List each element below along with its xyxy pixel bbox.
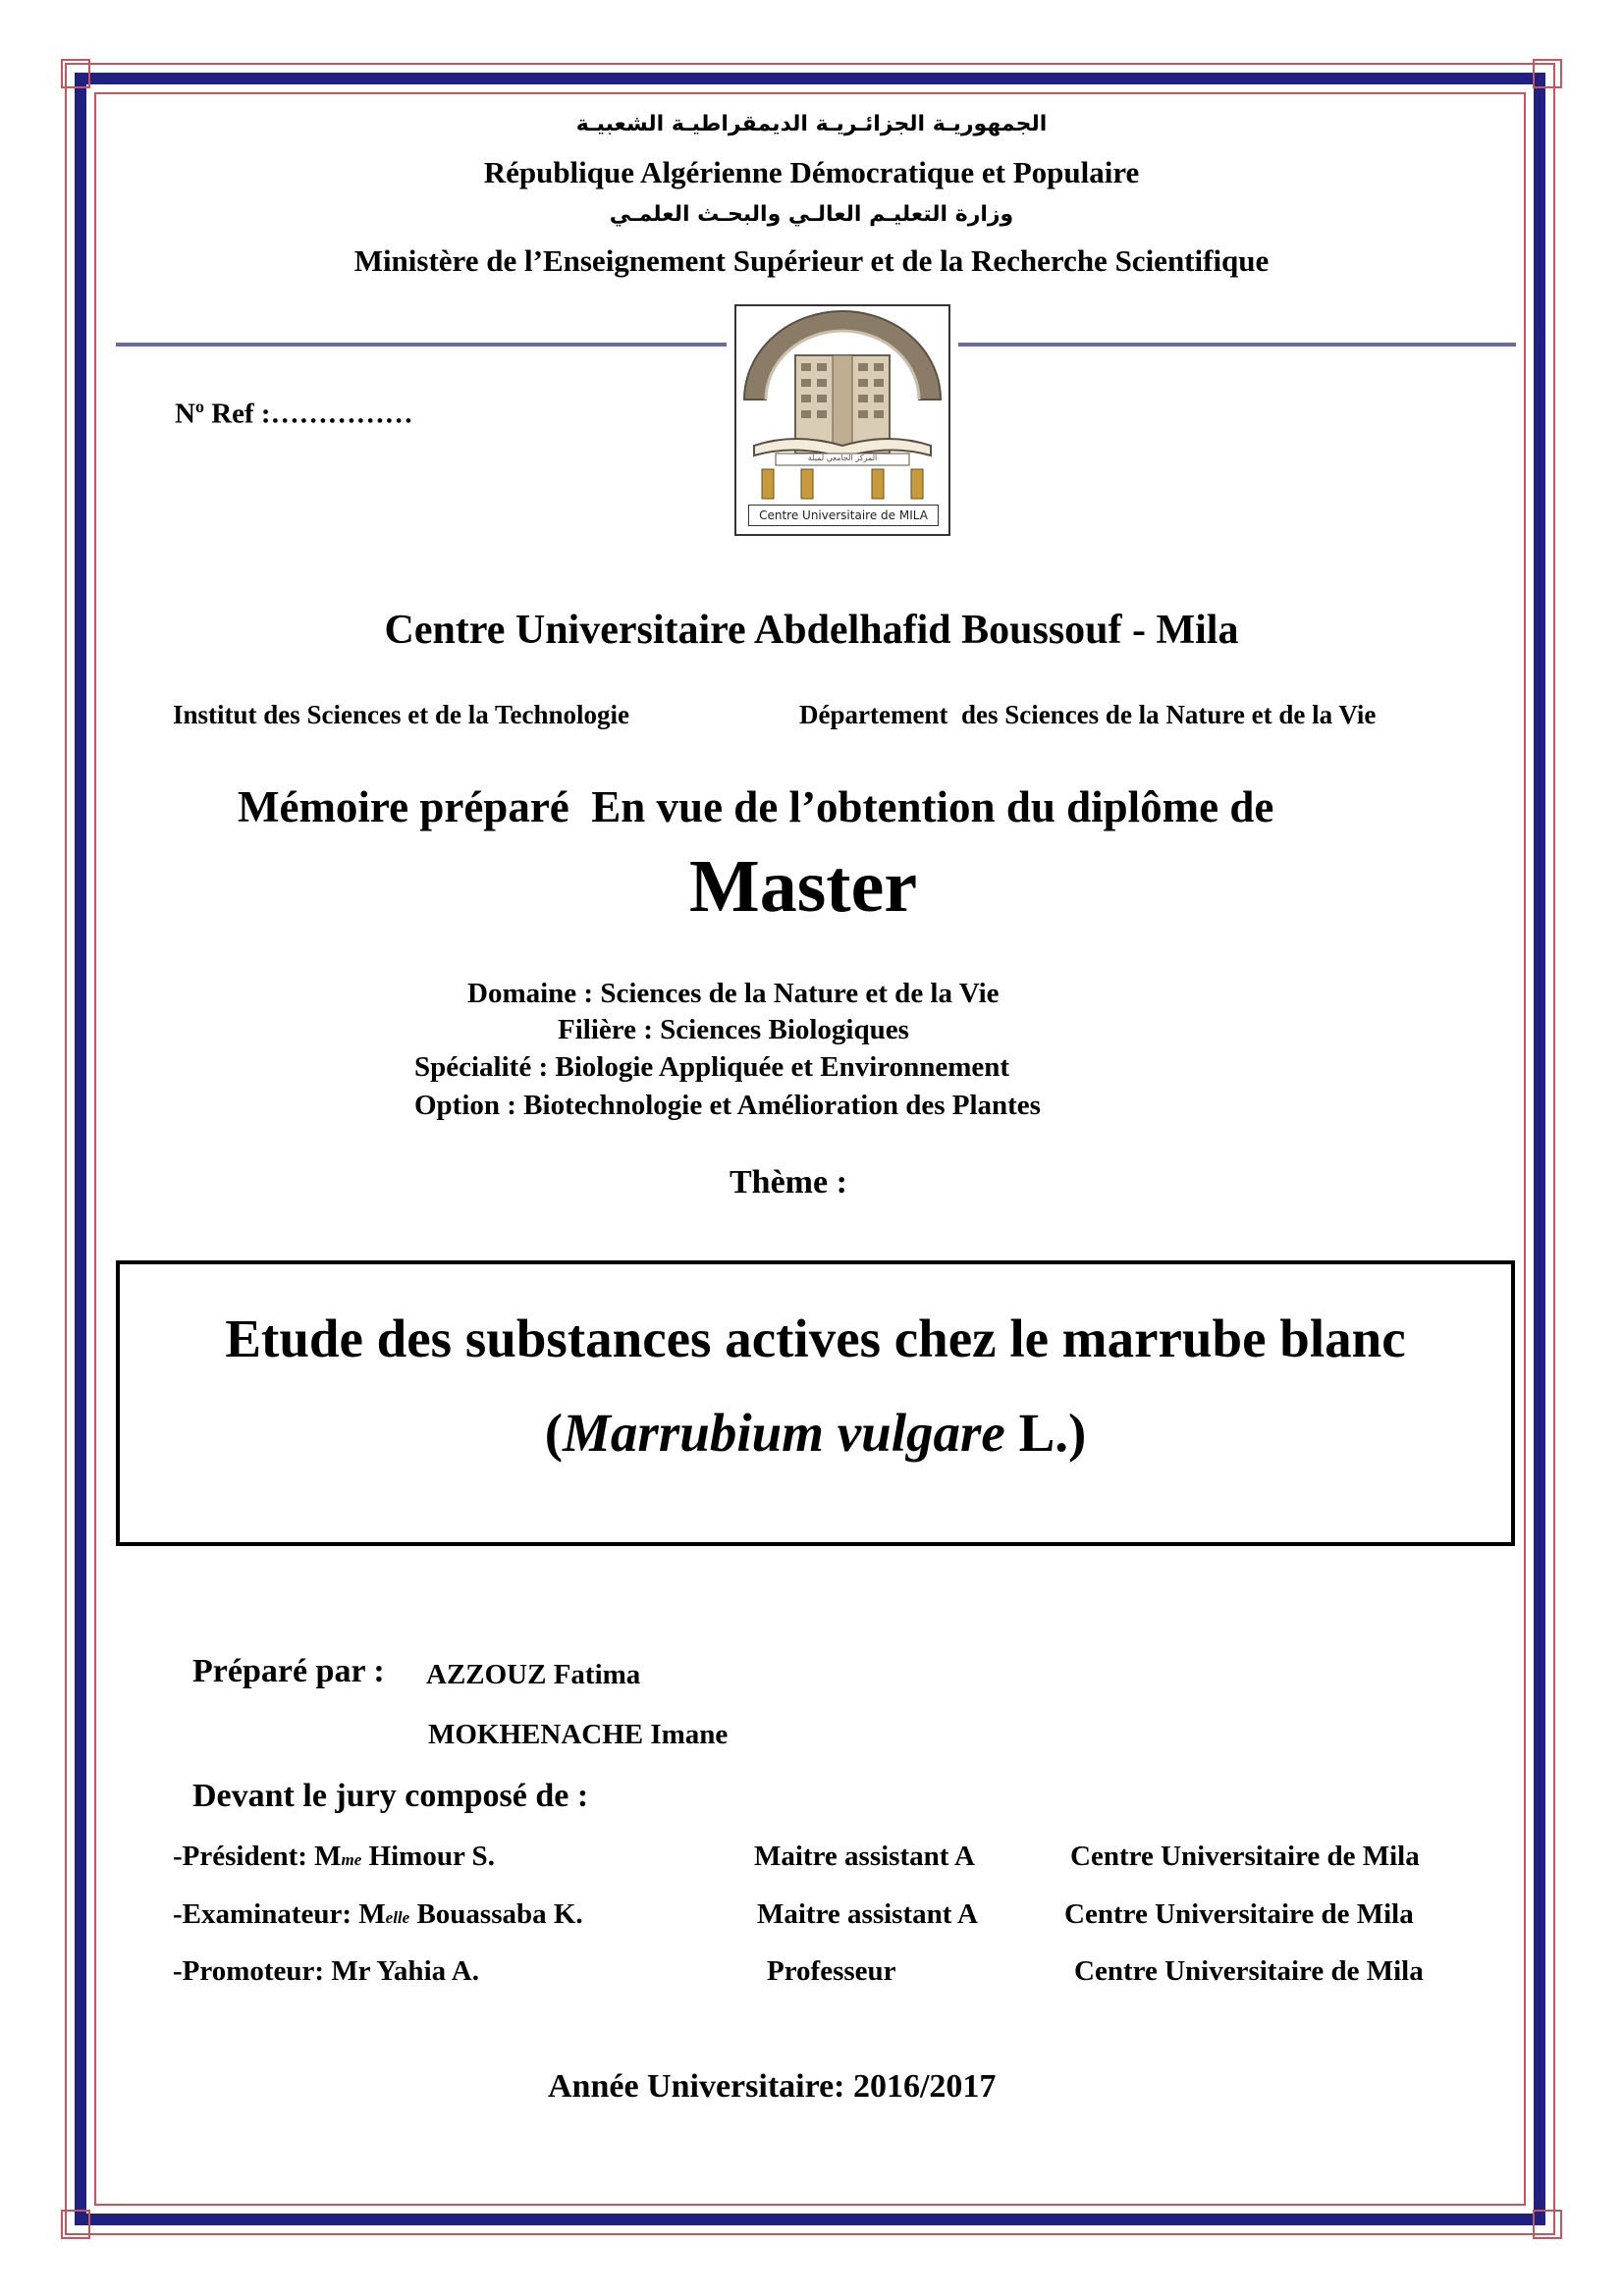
program-specialite: Spécialité : Biologie Appliquée et Environnement xyxy=(414,1051,1010,1083)
jury-member-president: -Président: Mme Himour S. Maitre assistant A Centre Universitaire de Mila xyxy=(173,1841,1420,1872)
program-option: Option : Biotechnologie et Amélioration des Plantes xyxy=(414,1090,1041,1121)
theme-title-line2: (Marrubium vulgare L.) xyxy=(544,1403,1087,1463)
author-2: MOKHENACHE Imane xyxy=(428,1719,729,1750)
frame-corner-top-left xyxy=(61,59,90,88)
theme-label: Thème : xyxy=(730,1164,847,1201)
institution-name: Centre Universitaire Abdelhafid Boussouf - Mila xyxy=(384,608,1239,653)
jury-member-promoteur: -Promoteur: Mr Yahia A. Professeur Centre Universitaire de Mila xyxy=(173,1955,1424,1987)
header-rule-left xyxy=(116,343,727,347)
species-name: Marrubium vulgare xyxy=(563,1403,1005,1463)
header-rule-right xyxy=(958,343,1516,347)
building-emblem-icon xyxy=(736,306,948,503)
frame-corner-top-right xyxy=(1533,59,1562,88)
degree-title: Master xyxy=(689,845,918,928)
program-domaine: Domaine : Sciences de la Nature et de la Vie xyxy=(467,978,1000,1009)
academic-year: Année Universitaire: 2016/2017 xyxy=(548,2068,997,2105)
theme-box xyxy=(116,1260,1515,1546)
jury-label: Devant le jury composé de : xyxy=(192,1778,589,1814)
institute-name: Institut des Sciences et de la Technologie xyxy=(173,700,630,729)
jury-member-examinateur: -Examinateur: Melle Bouassaba K. Maitre assistant A Centre Universitaire de Mila xyxy=(173,1898,1414,1930)
header-arabic-ministry: وزارة التعليـم العالـي والبحـث العلمـي xyxy=(609,202,1014,227)
ref-number: $N^o$ Ref :…………… xyxy=(175,397,413,430)
department-name: Département des Sciences de la Nature et de la Vie xyxy=(799,700,1377,729)
header-ministry: Ministère de l’Enseignement Supérieur et de la Recherche Scientifique xyxy=(353,243,1270,278)
frame-corner-bottom-right xyxy=(1533,2210,1562,2239)
prepared-by-label: Préparé par : xyxy=(192,1653,394,1689)
program-filiere: Filière : Sciences Biologiques xyxy=(558,1014,909,1045)
author-1: AZZOUZ Fatima xyxy=(426,1659,641,1690)
header-arabic-republic: الجمهوريـة الجزائـريـة الديمقراطيـة الشعبيـة xyxy=(575,112,1048,136)
header-republic: République Algérienne Démocratique et Populaire xyxy=(483,155,1140,189)
theme-title-line1: Etude des substances actives chez le marrube blanc xyxy=(225,1308,1406,1368)
degree-intro: Mémoire préparé En vue de l’obtention du diplôme de xyxy=(238,782,1274,831)
logo-arabic-banner: المركز الجامعي لميلة xyxy=(807,454,878,462)
frame-corner-bottom-left xyxy=(61,2210,90,2239)
logo-caption: Centre Universitaire de MILA xyxy=(748,505,939,526)
university-logo xyxy=(734,304,950,536)
